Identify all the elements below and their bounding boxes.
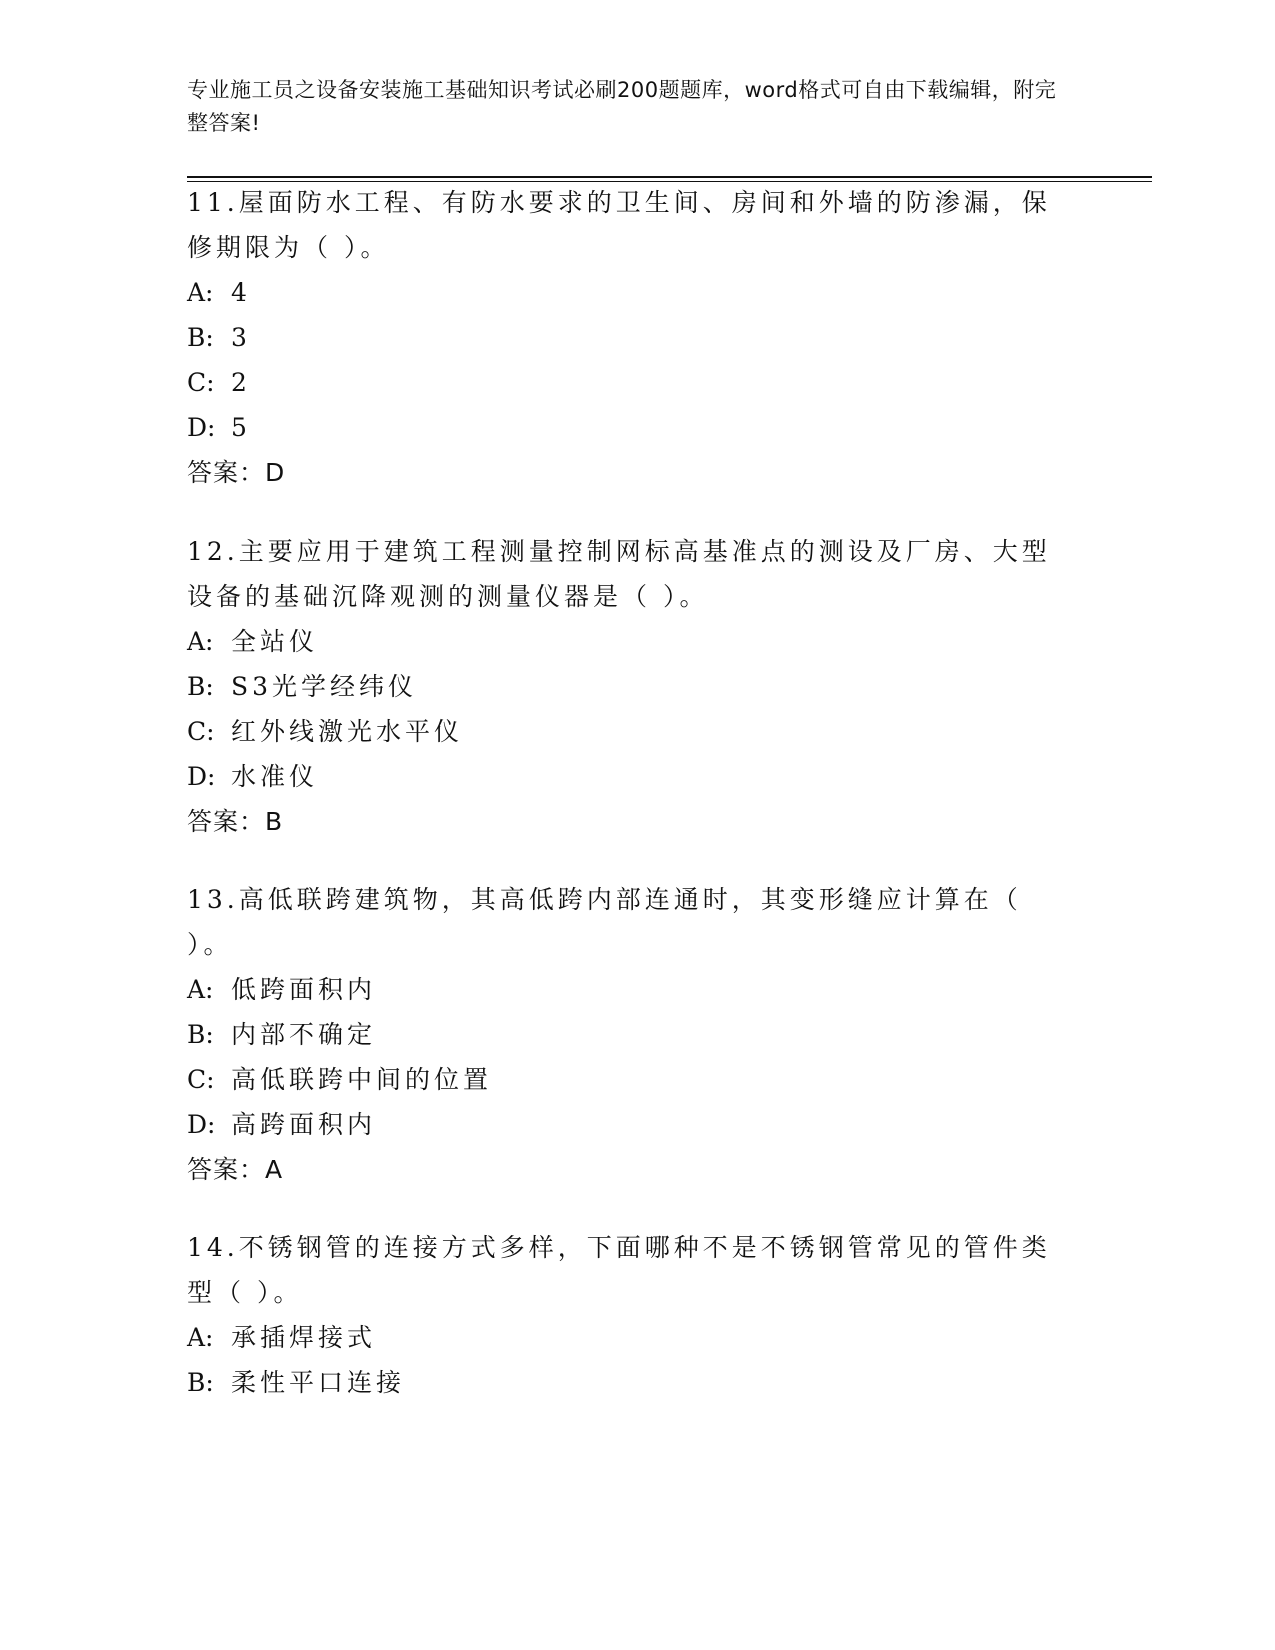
option-text: 柔性平口连接 xyxy=(231,1368,406,1397)
option-key: B: xyxy=(187,1020,214,1049)
option-key: A: xyxy=(187,975,214,1004)
option-text: 全站仪 xyxy=(231,627,319,656)
option-text: 红外线激光水平仪 xyxy=(231,717,464,746)
option-text: 4 xyxy=(231,278,251,307)
option-key: B: xyxy=(187,323,214,352)
question-13 xyxy=(187,877,1067,1192)
option-a xyxy=(187,619,1067,664)
option-key: D: xyxy=(187,413,216,442)
option-d xyxy=(187,1102,1067,1147)
option-b xyxy=(187,664,1067,709)
option-b xyxy=(187,1360,1067,1405)
option-text: 3 xyxy=(231,323,251,352)
option-key: A: xyxy=(187,1323,214,1352)
answer-line: 答案：D xyxy=(187,458,286,487)
option-text: S3光学经纬仪 xyxy=(231,672,418,701)
option-text: 2 xyxy=(231,368,251,397)
question-stem: 14.不锈钢管的连接方式多样，下面哪种不是不锈钢管常见的管件类型（ ）。 xyxy=(187,1233,1051,1307)
option-text: 低跨面积内 xyxy=(231,975,377,1004)
document-header: 专业施工员之设备安装施工基础知识考试必刷200题题库，word格式可自由下载编辑，附完整答案! xyxy=(187,78,1057,135)
option-b xyxy=(187,1012,1067,1057)
header-rule-thick xyxy=(187,176,1152,178)
question-stem: 11.屋面防水工程、有防水要求的卫生间、房间和外墙的防渗漏，保修期限为（ ）。 xyxy=(187,188,1051,262)
question-11 xyxy=(187,180,1067,495)
option-key: C: xyxy=(187,1065,215,1094)
option-text: 水准仪 xyxy=(231,762,319,791)
option-key: B: xyxy=(187,672,214,701)
option-d xyxy=(187,405,1067,450)
question-12 xyxy=(187,529,1067,844)
option-text: 内部不确定 xyxy=(231,1020,377,1049)
option-key: C: xyxy=(187,368,215,397)
option-c xyxy=(187,709,1067,754)
option-c xyxy=(187,1057,1067,1102)
answer-line: 答案：A xyxy=(187,1155,284,1184)
option-key: C: xyxy=(187,717,215,746)
option-text: 高低联跨中间的位置 xyxy=(231,1065,493,1094)
option-key: B: xyxy=(187,1368,214,1397)
option-d xyxy=(187,754,1067,799)
option-key: A: xyxy=(187,278,214,307)
option-b xyxy=(187,315,1067,360)
option-text: 承插焊接式 xyxy=(231,1323,377,1352)
option-text: 高跨面积内 xyxy=(231,1110,377,1139)
option-a xyxy=(187,967,1067,1012)
option-key: D: xyxy=(187,1110,216,1139)
answer-line: 答案：B xyxy=(187,807,284,836)
option-a xyxy=(187,1315,1067,1360)
option-key: A: xyxy=(187,627,214,656)
question-stem: 13.高低联跨建筑物，其高低跨内部连通时，其变形缝应计算在（ ）。 xyxy=(187,885,1022,959)
option-key: D: xyxy=(187,762,216,791)
option-text: 5 xyxy=(231,413,251,442)
option-c xyxy=(187,360,1067,405)
question-14 xyxy=(187,1225,1067,1405)
question-stem: 12.主要应用于建筑工程测量控制网标高基准点的测设及厂房、大型设备的基础沉降观测的测量仪器是（ ）。 xyxy=(187,537,1051,611)
option-a xyxy=(187,270,1067,315)
